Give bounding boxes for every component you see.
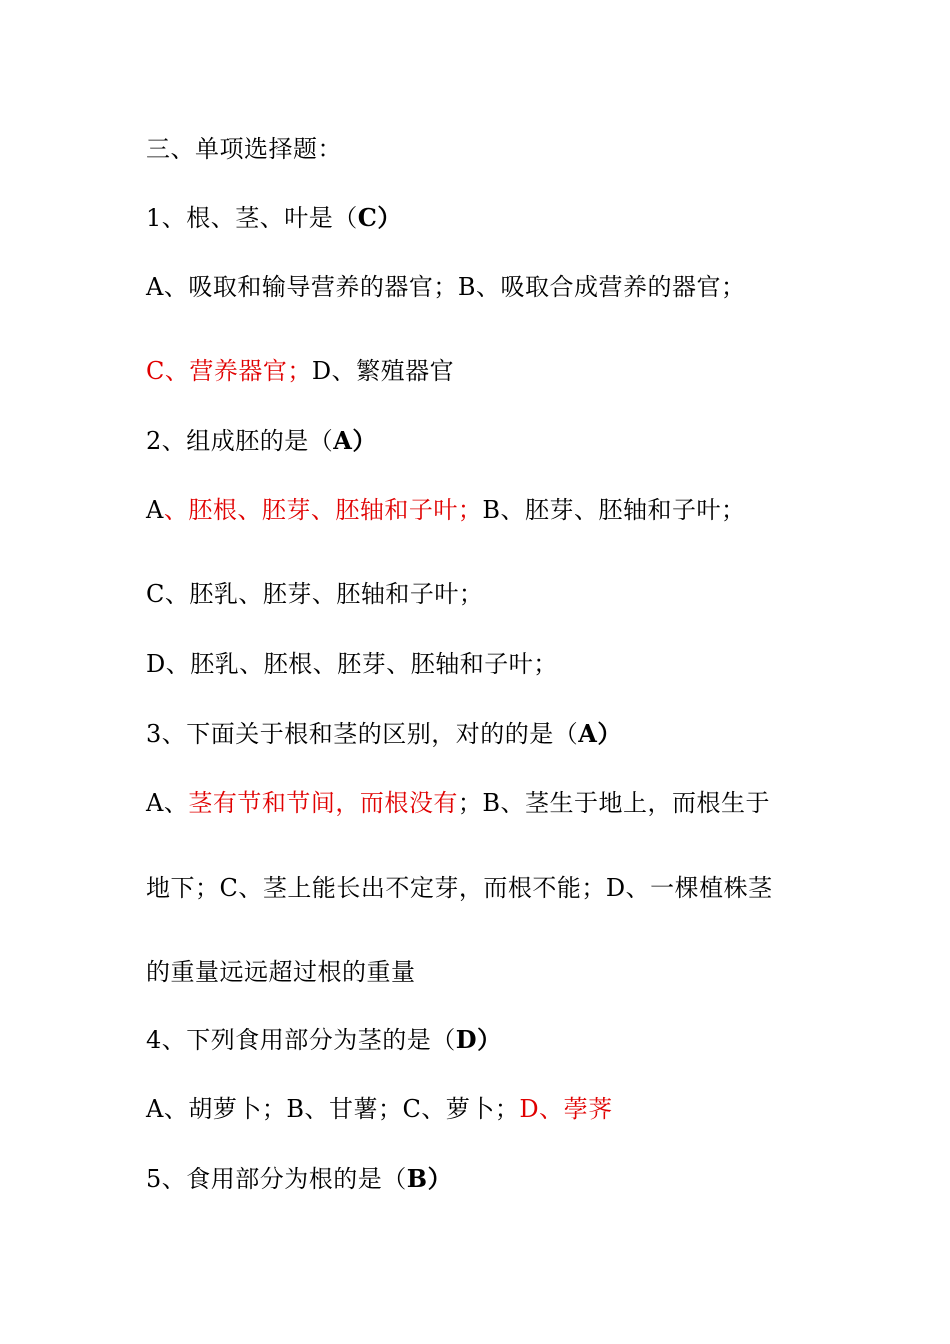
question-2-correct-option: 、胚根、胚芽、胚轴和子叶； xyxy=(163,496,483,524)
question-2-options-line-3 xyxy=(146,649,558,679)
section-title xyxy=(146,134,342,164)
question-4-text: 4、下列食用部分为茎的是（ xyxy=(146,1026,456,1054)
question-2-answer: A xyxy=(333,426,353,455)
question-2-stem xyxy=(146,426,377,456)
question-2-option-d: D、胚乳、胚根、胚芽、胚轴和子叶； xyxy=(146,650,558,678)
question-3-options-line-1 xyxy=(146,788,770,818)
question-3-option-a-label: A、 xyxy=(146,789,189,817)
question-1-options-ab: A、吸取和输导营养的器官；B、吸取合成营养的器官； xyxy=(146,273,746,301)
question-1-options-line-1 xyxy=(146,272,745,302)
question-4-close: ） xyxy=(477,1025,502,1054)
question-1-correct-option: C、营养器官； xyxy=(146,357,312,385)
question-1-options-line-2 xyxy=(146,356,454,386)
question-3-answer: A xyxy=(578,719,598,748)
question-3-options-line-2 xyxy=(146,873,773,903)
question-5-answer: B xyxy=(406,1164,428,1193)
question-2-options-line-2 xyxy=(146,579,483,609)
question-1-option-d: D、繁殖器官 xyxy=(311,357,455,385)
question-3-option-b: ；B、茎生于地上，而根生于 xyxy=(457,789,770,817)
question-4-stem xyxy=(146,1025,502,1055)
question-4-correct-option: D、荸荠 xyxy=(519,1095,613,1123)
question-3-stem xyxy=(146,719,622,749)
question-1-stem xyxy=(146,203,402,233)
question-1-answer: C xyxy=(357,203,378,232)
question-4-options-abc: A、胡萝卜；B、甘薯；C、萝卜； xyxy=(146,1095,520,1123)
question-5-text: 5、食用部分为根的是（ xyxy=(146,1165,407,1193)
question-2-close: ） xyxy=(352,426,377,455)
question-3-options-cd: 地下；C、茎上能长出不定芽，而根不能；D、一棵植株茎 xyxy=(146,874,773,902)
question-4-answer: D xyxy=(455,1025,478,1054)
question-5-close: ） xyxy=(427,1164,453,1193)
question-2-option-a-label: A xyxy=(146,496,164,524)
question-5-stem xyxy=(146,1164,452,1194)
question-3-close: ） xyxy=(597,719,622,748)
question-2-option-c: C、胚乳、胚芽、胚轴和子叶； xyxy=(146,580,484,608)
section-title-text: 三、单项选择题： xyxy=(146,135,342,163)
question-3-option-d-cont: 的重量远远超过根的重量 xyxy=(146,958,416,986)
question-3-options-line-3 xyxy=(146,957,416,987)
question-4-options-line-1 xyxy=(146,1094,613,1124)
question-1-text: 1、根、茎、叶是（ xyxy=(146,204,358,232)
question-3-text: 3、下面关于根和茎的区别，对的的是（ xyxy=(146,720,579,748)
question-1-close: ） xyxy=(377,203,402,232)
question-2-option-b: B、胚芽、胚轴和子叶； xyxy=(482,496,746,524)
question-2-options-line-1 xyxy=(146,495,745,525)
question-2-text: 2、组成胚的是（ xyxy=(146,427,334,455)
question-3-correct-option: 茎有节和节间，而根没有 xyxy=(188,789,458,817)
